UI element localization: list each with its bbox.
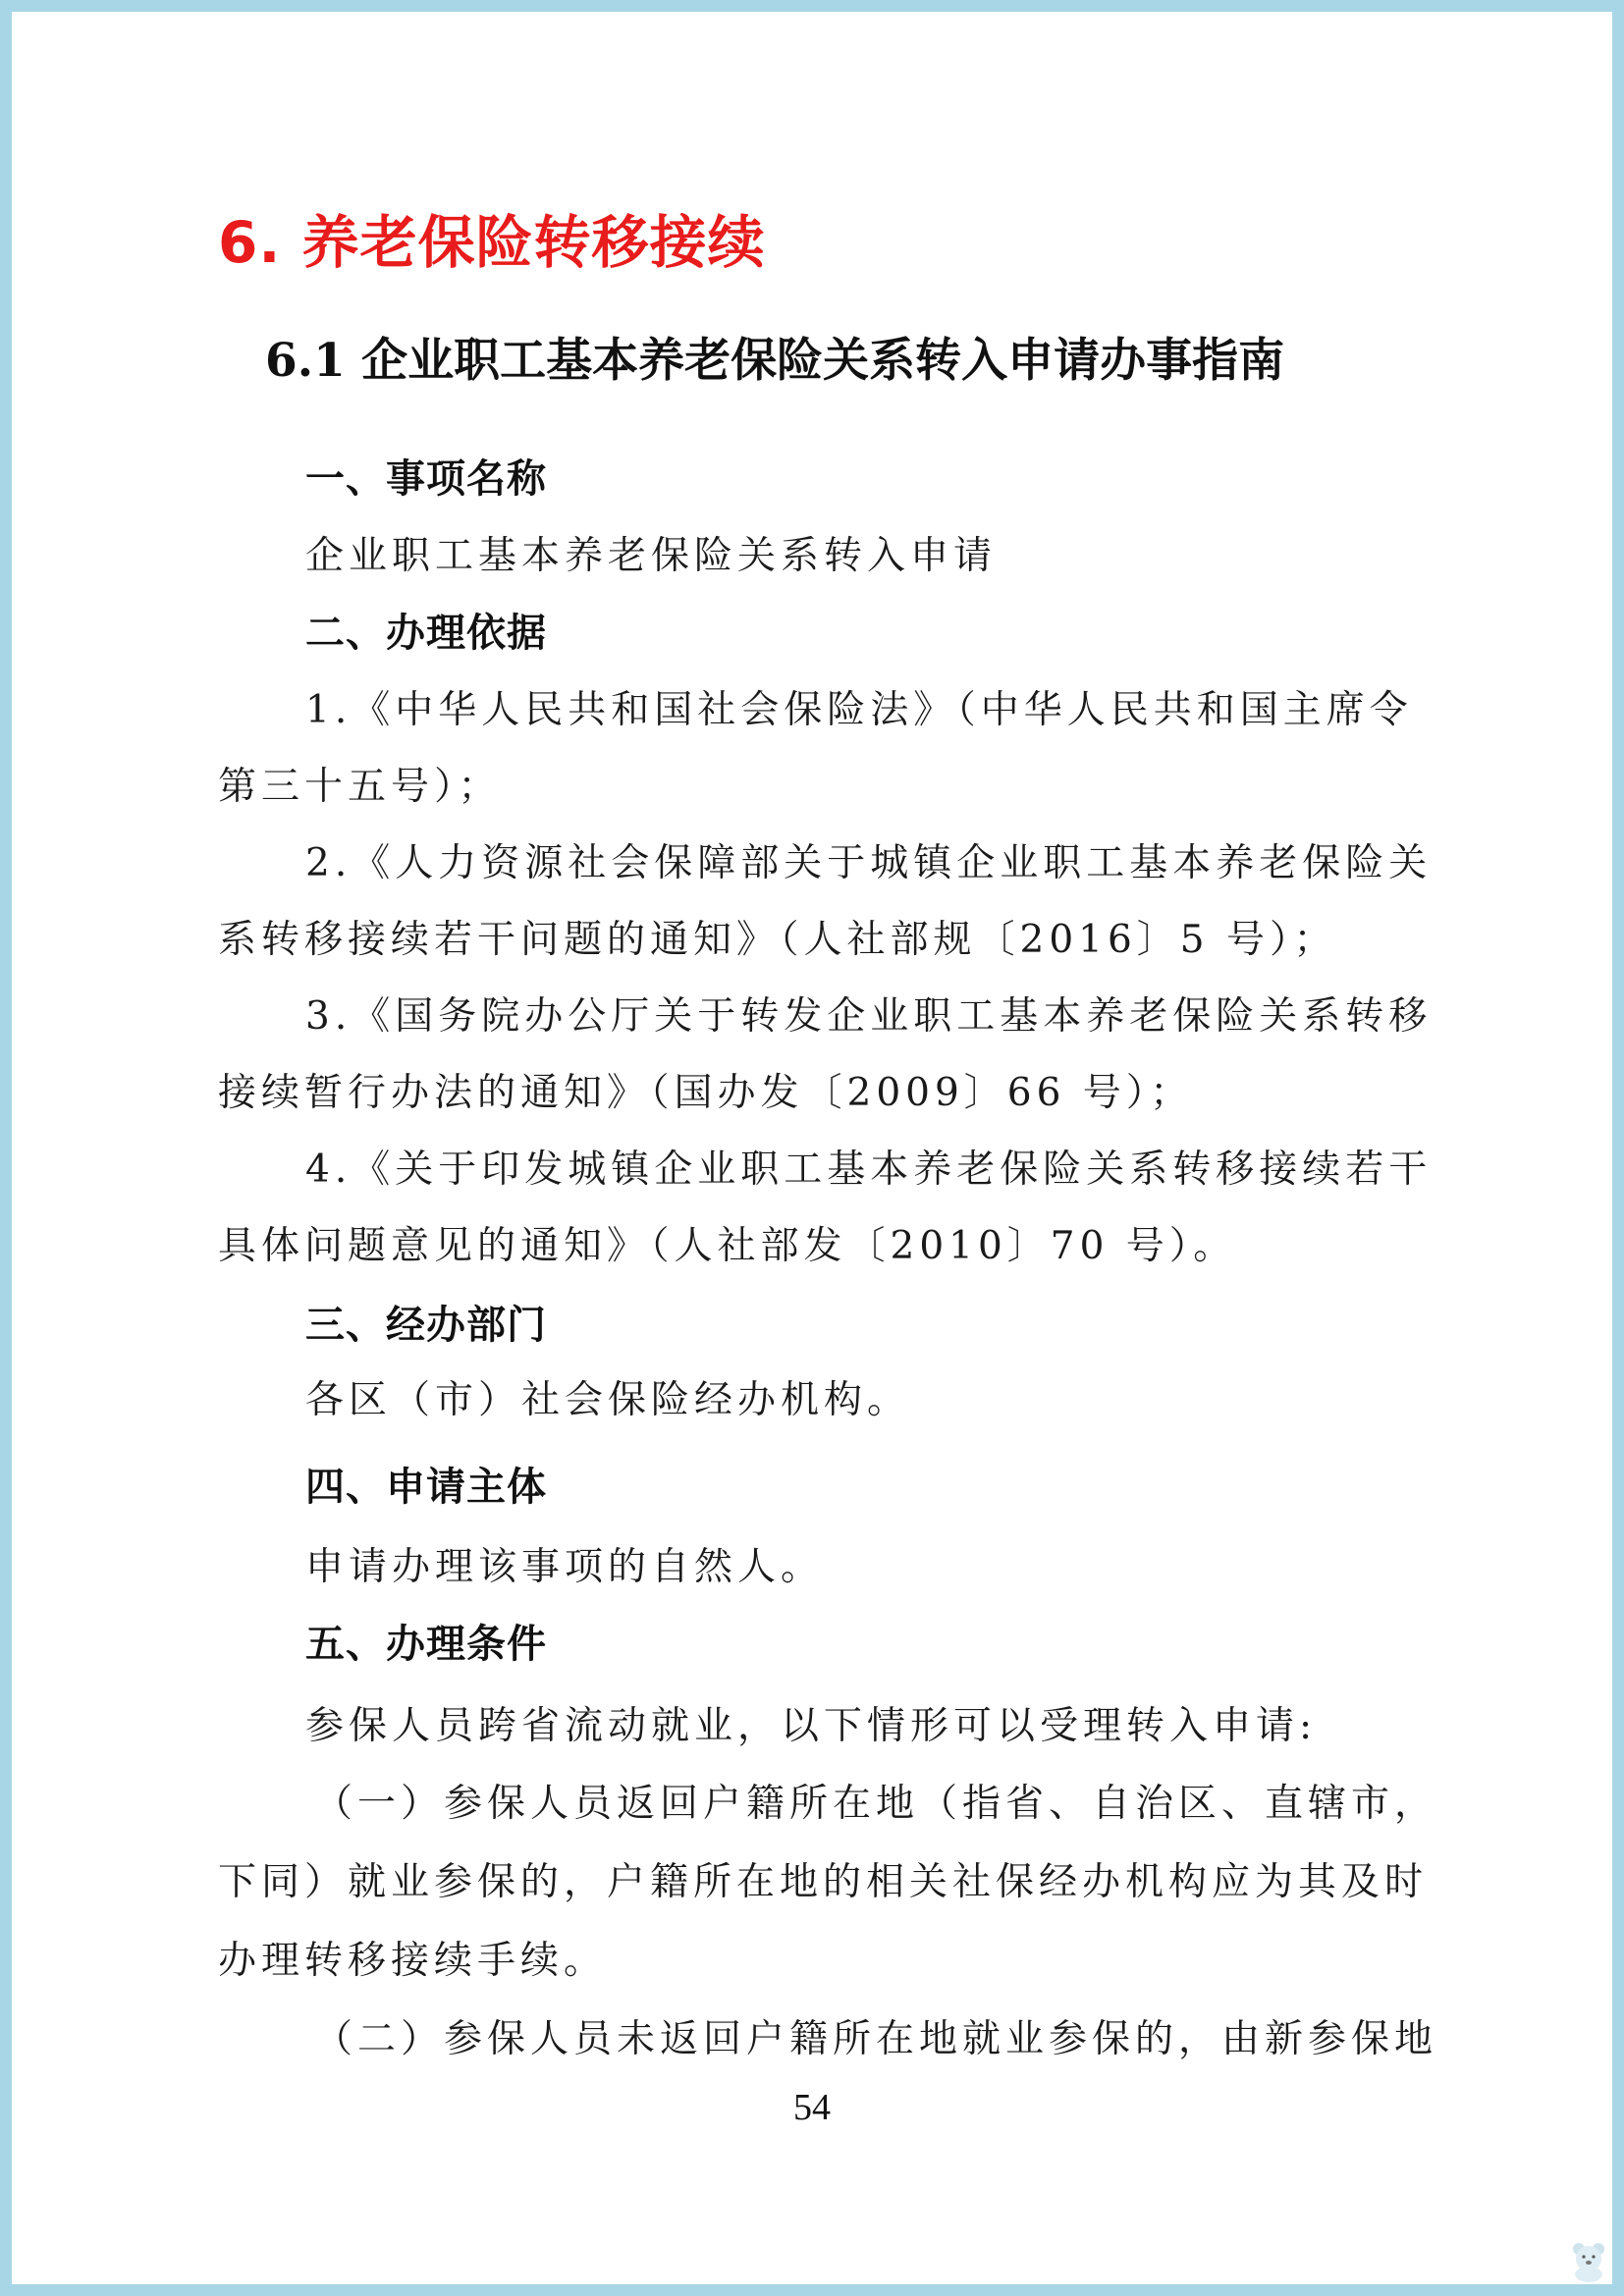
paragraph-item-name: 企业职工基本养老保险关系转入申请 [305,534,998,578]
basis-line: 1.《中华人民共和国社会保险法》（中华人民共和国主席令 [305,688,1413,732]
condition-line: 办理转移接续手续。 [218,1939,608,1983]
heading-item-name: 一、事项名称 [305,456,547,502]
basis-line: 4.《关于印发城镇企业职工基本养老保险关系转移接续若干 [305,1148,1433,1192]
basis-line: 2.《人力资源社会保障部关于城镇企业职工基本养老保险关 [305,841,1433,885]
heading-conditions: 五、办理条件 [305,1622,547,1667]
heading-applicant: 四、申请主体 [305,1465,547,1510]
basis-line: 具体问题意见的通知》（人社部发〔2010〕70 号）。 [218,1224,1237,1268]
condition-line: 下同）就业参保的，户籍所在地的相关社保经办机构应为其及时 [218,1860,1429,1904]
bear-watermark-icon [1567,2239,1610,2282]
basis-line: 系转移接续若干问题的通知》（人社部规〔2016〕5 号）； [218,918,1337,962]
paragraph-conditions: 参保人员跨省流动就业，以下情形可以受理转入申请: [305,1704,1318,1748]
condition-line: （二）参保人员未返回户籍所在地就业参保的，由新参保地 [314,2017,1438,2061]
basis-line: 3.《国务院办公厅关于转发企业职工基本养老保险关系转移 [305,994,1433,1039]
paragraph-applicant: 申请办理该事项的自然人。 [305,1545,825,1589]
section-title: 6.1 企业职工基本养老保险关系转入申请办事指南 [265,334,1285,388]
paragraph-department: 各区（市）社会保险经办机构。 [305,1378,911,1422]
condition-line: （一）参保人员返回户籍所在地（指省、自治区、直辖市， [314,1782,1438,1826]
heading-department: 三、经办部门 [305,1303,547,1348]
basis-line: 第三十五号）； [218,765,502,809]
chapter-title: 6. 养老保险转移接续 [218,209,766,276]
basis-line: 接续暂行办法的通知》（国办发〔2009〕66 号）； [218,1071,1194,1115]
page-number: 54 [793,2087,831,2128]
heading-basis: 二、办理依据 [305,611,547,656]
